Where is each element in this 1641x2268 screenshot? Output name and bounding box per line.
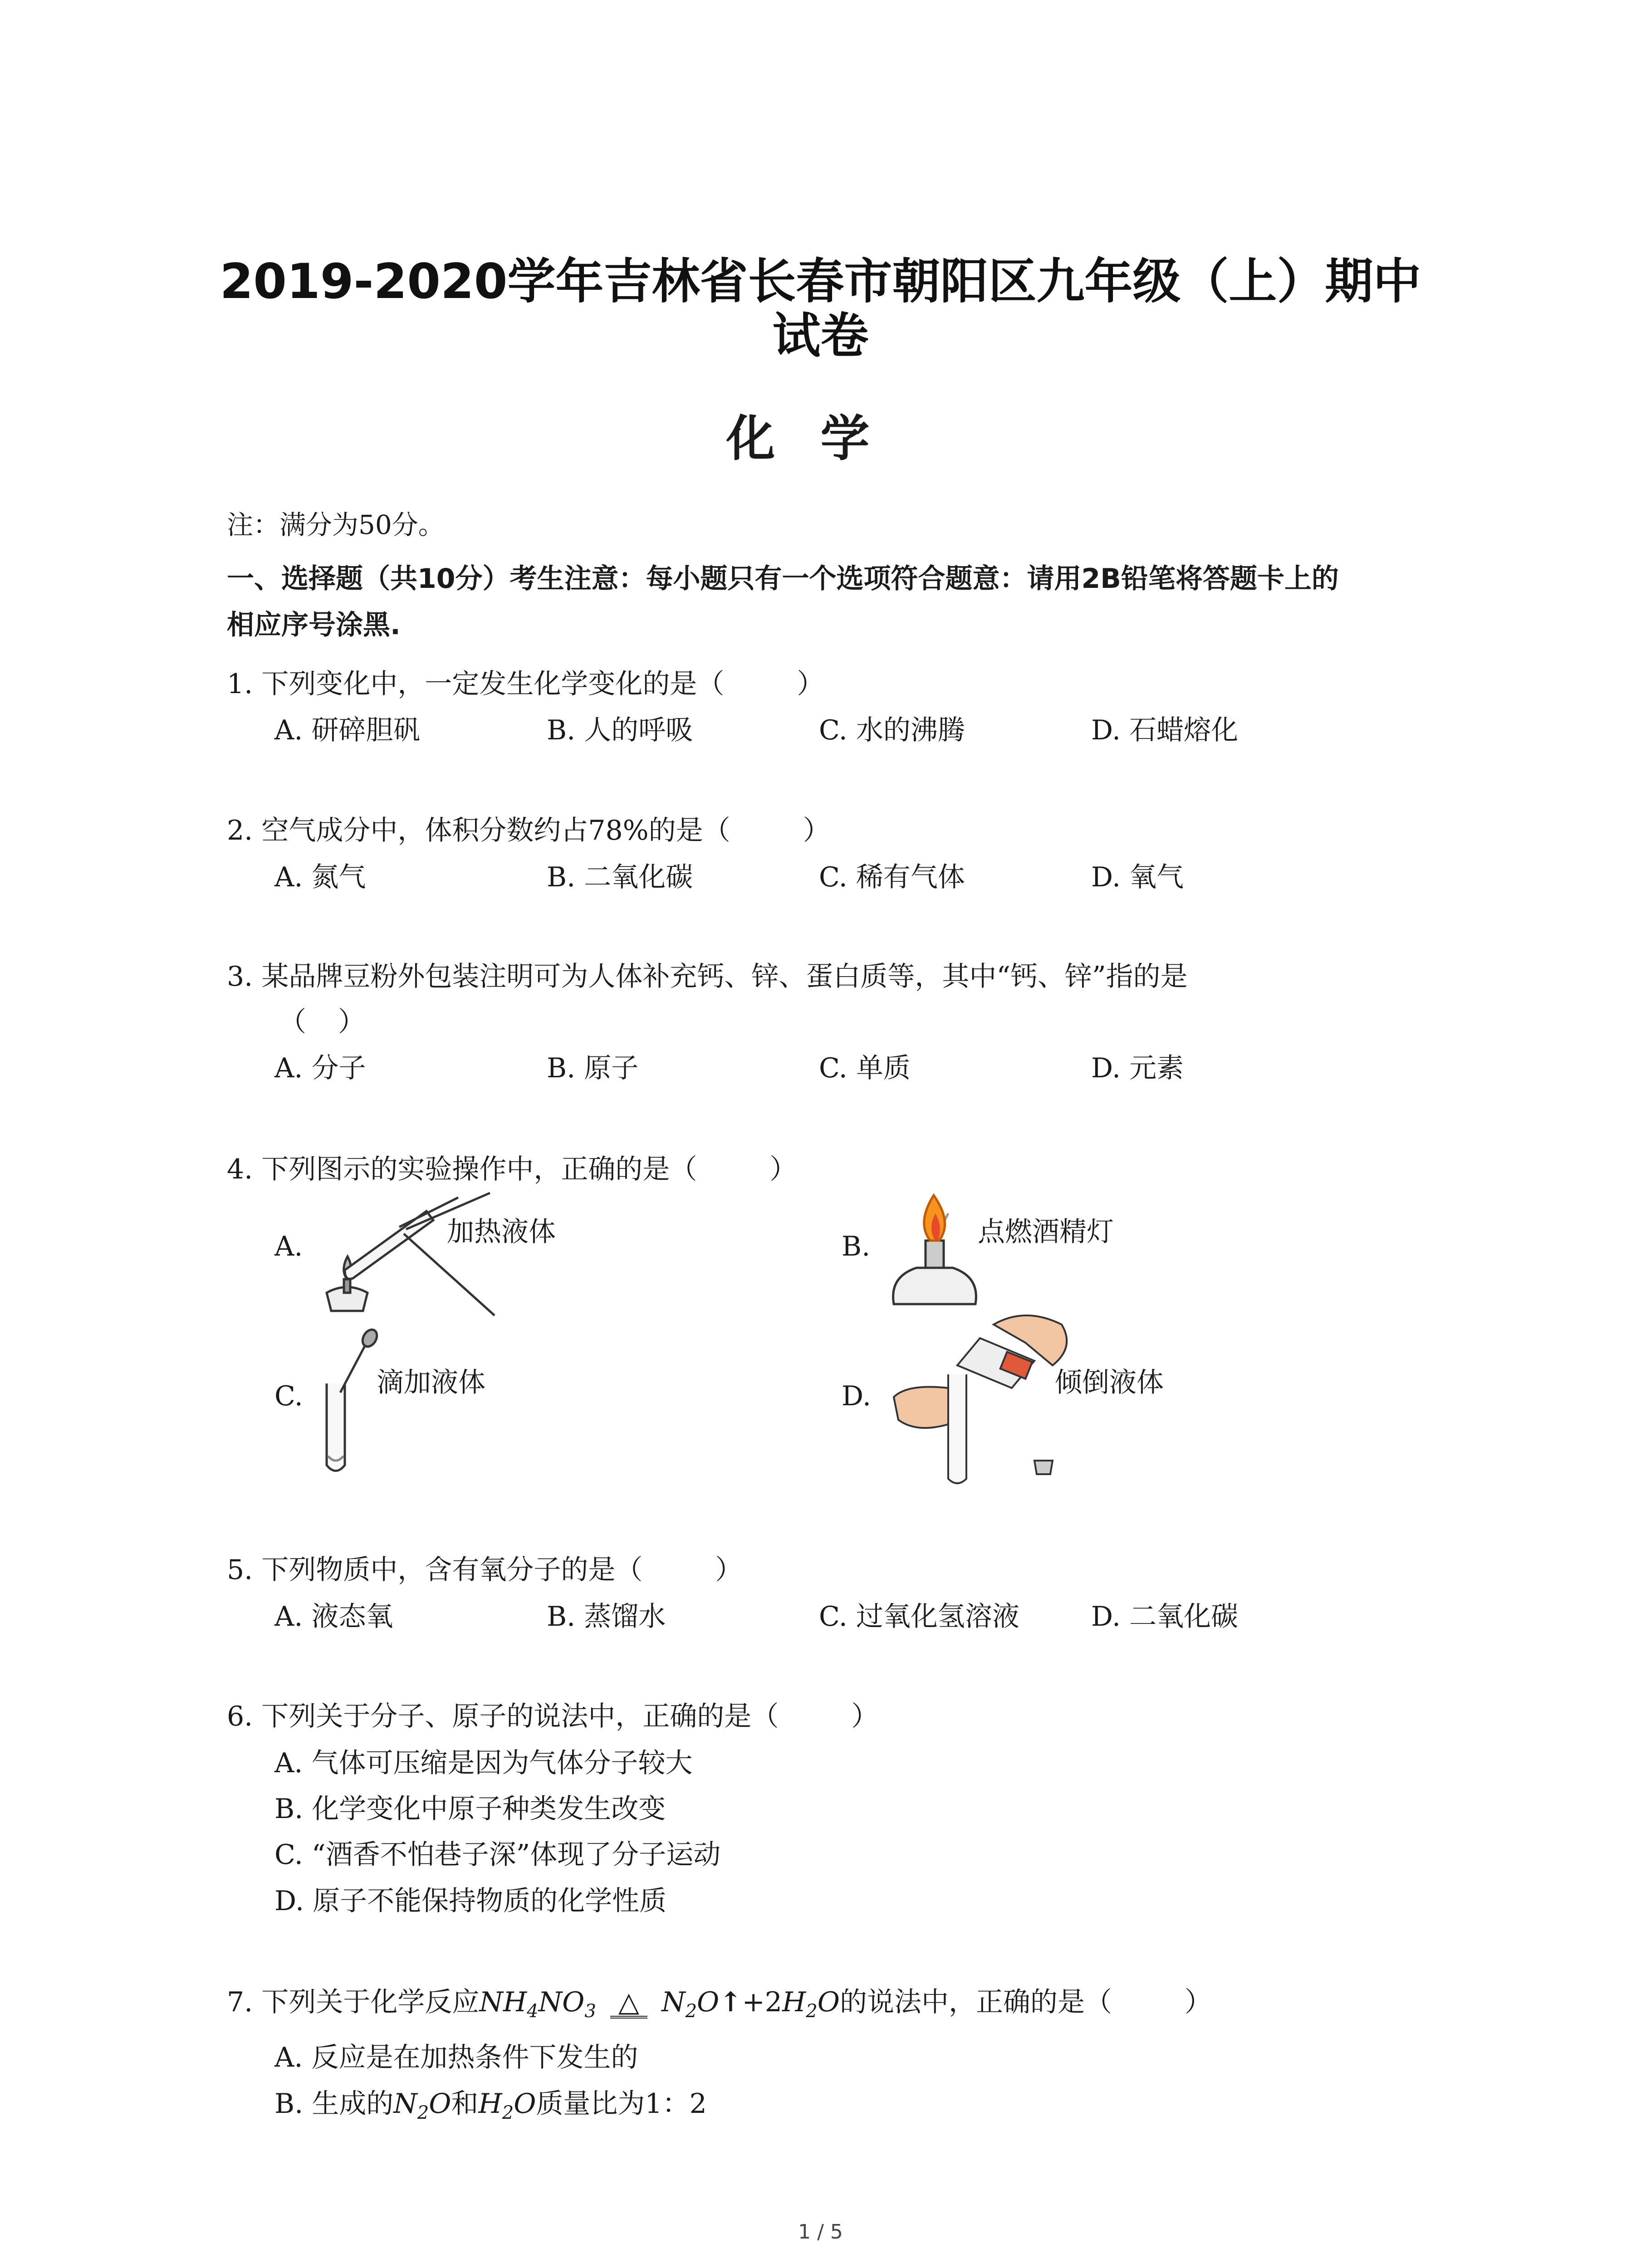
score-note: 注：满分为50分。	[227, 509, 445, 540]
question-1-stem: 1. 下列变化中，一定发生化学变化的是（ ）	[227, 668, 824, 700]
q4-option-d-letter[interactable]: D.	[842, 1380, 872, 1412]
q3-option-c[interactable]: C. 单质	[819, 1052, 911, 1084]
section-heading-line2: 相应序号涂黑.	[227, 609, 401, 641]
q4-option-a-label: 加热液体	[447, 1216, 556, 1248]
q3-option-a[interactable]: A. 分子	[274, 1052, 366, 1084]
q6-option-a[interactable]: A. 气体可压缩是因为气体分子较大	[274, 1747, 693, 1779]
page-number: 1 / 5	[798, 2220, 843, 2244]
question-3-stem-line2: （ ）	[279, 1006, 365, 1038]
q3-option-b[interactable]: B. 原子	[547, 1052, 639, 1084]
question-3-stem: 3. 某品牌豆粉外包装注明可为人体补充钙、锌、蛋白质等，其中“钙、锌”指的是	[227, 961, 1188, 992]
q4-option-c-letter[interactable]: C.	[274, 1380, 303, 1412]
q1-option-d[interactable]: D. 石蜡熔化	[1091, 714, 1239, 746]
q4-option-b-letter[interactable]: B.	[842, 1231, 871, 1262]
q5-option-d[interactable]: D. 二氧化碳	[1091, 1601, 1239, 1633]
q5-option-b[interactable]: B. 蒸馏水	[547, 1601, 666, 1633]
question-2-stem: 2. 空气成分中，体积分数约占78%的是（ ）	[227, 815, 830, 846]
question-7-stem: 7. 下列关于化学反应$NH_4NO_3$ △ $N_2O↑+2H_2O$的说法中，正确的是（ ）	[227, 1986, 1212, 2022]
q6-option-c[interactable]: C. “酒香不怕巷子深”体现了分子运动	[274, 1839, 721, 1871]
section-heading-line1: 一、选择题（共10分）考生注意：每小题只有一个选项符合题意：请用2B铅笔将答题卡上的	[227, 563, 1339, 595]
section-heading	[227, 556, 1641, 648]
q3-option-d[interactable]: D. 元素	[1091, 1052, 1184, 1084]
q1-option-a[interactable]: A. 研碎胆矾	[274, 714, 421, 746]
q7-option-a[interactable]: A. 反应是在加热条件下发生的	[274, 2042, 638, 2073]
page-title-line1: 2019-2020学年吉林省长春市朝阳区九年级（上）期中	[220, 254, 1421, 309]
q4-option-b-label: 点燃酒精灯	[978, 1216, 1114, 1248]
q4-option-c-label: 滴加液体	[377, 1367, 485, 1398]
q6-option-d[interactable]: D. 原子不能保持物质的化学性质	[274, 1885, 667, 1917]
q1-option-c[interactable]: C. 水的沸腾	[819, 714, 965, 746]
q4-option-d-label: 倾倒液体	[1055, 1367, 1164, 1398]
q7-option-b[interactable]: B. 生成的$N_2O$和$H_2O$质量比为1：2	[274, 2088, 707, 2123]
q6-option-b[interactable]: B. 化学变化中原子种类发生改变	[274, 1793, 666, 1825]
gas-arrow-icon: ↑	[719, 1986, 742, 2018]
q5-option-a[interactable]: A. 液态氧	[274, 1601, 393, 1633]
reaction-equation: $NH_4NO_3$	[479, 1986, 596, 2022]
q2-option-b[interactable]: B. 二氧化碳	[547, 861, 693, 893]
dropper-icon	[313, 1329, 386, 1479]
q1-option-b[interactable]: B. 人的呼吸	[547, 714, 693, 746]
q5-option-c[interactable]: C. 过氧化氢溶液	[819, 1601, 1019, 1633]
q2-option-a[interactable]: A. 氮气	[274, 861, 366, 893]
page-title-line2: 试卷	[772, 308, 869, 364]
question-6-stem: 6. 下列关于分子、原子的说法中，正确的是（ ）	[227, 1701, 879, 1732]
subject-title: 化学	[726, 411, 915, 467]
q4-option-a-letter[interactable]: A.	[274, 1231, 303, 1262]
question-5-stem: 5. 下列物质中，含有氧分子的是（ ）	[227, 1554, 743, 1586]
heating-condition: △	[610, 1989, 647, 2019]
alcohol-lamp-icon	[885, 1186, 985, 1313]
q2-option-d[interactable]: D. 氧气	[1091, 861, 1184, 893]
question-4-stem: 4. 下列图示的实验操作中，正确的是（ ）	[227, 1154, 797, 1185]
q2-option-c[interactable]: C. 稀有气体	[819, 861, 965, 893]
heating-liquid-icon	[313, 1188, 504, 1315]
